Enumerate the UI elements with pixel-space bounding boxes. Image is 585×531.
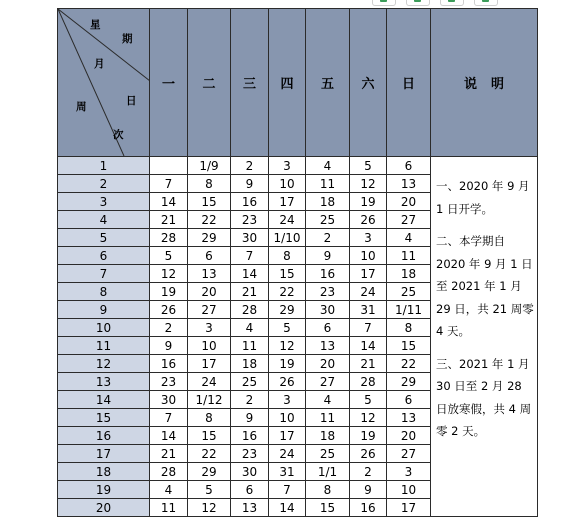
date-cell: 23 bbox=[231, 211, 269, 229]
date-cell: 12 bbox=[350, 175, 387, 193]
date-cell: 17 bbox=[350, 265, 387, 283]
date-cell: 13 bbox=[231, 499, 269, 517]
week-number-cell: 4 bbox=[58, 211, 150, 229]
date-cell: 3 bbox=[269, 157, 306, 175]
corner-label-ri: 日 bbox=[126, 95, 137, 107]
date-cell: 30 bbox=[306, 301, 350, 319]
date-cell: 13 bbox=[387, 409, 431, 427]
corner-label-xing: 星 bbox=[90, 19, 101, 31]
corner-label-zhou: 周 bbox=[76, 101, 87, 113]
date-cell: 19 bbox=[350, 193, 387, 211]
date-cell: 24 bbox=[269, 211, 306, 229]
date-cell: 9 bbox=[306, 247, 350, 265]
date-cell: 21 bbox=[150, 211, 188, 229]
week-number-cell: 5 bbox=[58, 229, 150, 247]
date-cell: 21 bbox=[350, 355, 387, 373]
date-cell: 17 bbox=[269, 193, 306, 211]
date-cell: 30 bbox=[231, 229, 269, 247]
date-cell: 16 bbox=[231, 427, 269, 445]
date-cell: 9 bbox=[150, 337, 188, 355]
week-number-cell: 8 bbox=[58, 283, 150, 301]
toolbar-icon-1[interactable] bbox=[372, 0, 396, 6]
date-cell: 24 bbox=[269, 445, 306, 463]
date-cell: 29 bbox=[188, 229, 231, 247]
week-number-cell: 9 bbox=[58, 301, 150, 319]
date-cell: 4 bbox=[306, 157, 350, 175]
date-cell: 20 bbox=[387, 427, 431, 445]
date-cell: 5 bbox=[350, 157, 387, 175]
date-cell: 14 bbox=[269, 499, 306, 517]
date-cell: 3 bbox=[269, 391, 306, 409]
date-cell: 19 bbox=[269, 355, 306, 373]
date-cell: 1/12 bbox=[188, 391, 231, 409]
date-cell: 26 bbox=[150, 301, 188, 319]
day-header-sat: 六 bbox=[350, 9, 387, 157]
date-cell: 9 bbox=[231, 409, 269, 427]
date-cell: 3 bbox=[188, 319, 231, 337]
date-cell: 28 bbox=[350, 373, 387, 391]
note-paragraph: 一、2020 年 9 月 1 日开学。 bbox=[436, 179, 530, 216]
date-cell: 5 bbox=[350, 391, 387, 409]
date-cell: 4 bbox=[306, 391, 350, 409]
date-cell: 12 bbox=[188, 499, 231, 517]
date-cell: 16 bbox=[350, 499, 387, 517]
date-cell: 13 bbox=[306, 337, 350, 355]
date-cell: 26 bbox=[350, 211, 387, 229]
date-cell: 4 bbox=[150, 481, 188, 499]
date-cell: 26 bbox=[350, 445, 387, 463]
day-header-sun: 日 bbox=[387, 9, 431, 157]
date-cell: 10 bbox=[350, 247, 387, 265]
note-paragraph: 三、2021 年 1 月 30 日至 2 月 28 日放寒假，共 4 周零 2 天。 bbox=[436, 356, 532, 438]
week-number-cell: 16 bbox=[58, 427, 150, 445]
toolbar-icon-3[interactable] bbox=[440, 0, 464, 6]
date-cell: 16 bbox=[306, 265, 350, 283]
date-cell: 27 bbox=[387, 211, 431, 229]
day-header-tue: 二 bbox=[188, 9, 231, 157]
calendar-body bbox=[58, 157, 538, 517]
date-cell: 31 bbox=[350, 301, 387, 319]
week-number-cell: 3 bbox=[58, 193, 150, 211]
date-cell: 14 bbox=[231, 265, 269, 283]
corner-header-cell bbox=[58, 9, 150, 157]
date-cell: 10 bbox=[269, 175, 306, 193]
date-cell: 20 bbox=[387, 193, 431, 211]
corner-label-ci: 次 bbox=[113, 129, 124, 141]
notes-header-a: 说 bbox=[463, 77, 477, 92]
date-cell: 27 bbox=[306, 373, 350, 391]
date-cell: 6 bbox=[231, 481, 269, 499]
school-calendar-table bbox=[57, 8, 538, 517]
date-cell: 17 bbox=[269, 427, 306, 445]
date-cell: 8 bbox=[188, 175, 231, 193]
date-cell: 14 bbox=[150, 427, 188, 445]
date-cell: 13 bbox=[188, 265, 231, 283]
date-cell: 20 bbox=[306, 355, 350, 373]
date-cell: 19 bbox=[350, 427, 387, 445]
date-cell: 6 bbox=[387, 391, 431, 409]
date-cell: 2 bbox=[231, 157, 269, 175]
date-cell: 24 bbox=[350, 283, 387, 301]
date-cell: 10 bbox=[387, 481, 431, 499]
date-cell: 27 bbox=[387, 445, 431, 463]
toolbar-icon-4[interactable] bbox=[474, 0, 498, 6]
corner-label-yue: 月 bbox=[94, 58, 105, 70]
date-cell: 9 bbox=[231, 175, 269, 193]
header-row bbox=[58, 9, 538, 157]
day-header-thu: 四 bbox=[269, 9, 306, 157]
date-cell: 5 bbox=[269, 319, 306, 337]
date-cell: 9 bbox=[350, 481, 387, 499]
date-cell: 15 bbox=[188, 427, 231, 445]
date-cell: 25 bbox=[387, 283, 431, 301]
date-cell: 5 bbox=[150, 247, 188, 265]
date-cell: 11 bbox=[150, 499, 188, 517]
date-cell: 31 bbox=[269, 463, 306, 481]
date-cell: 21 bbox=[150, 445, 188, 463]
date-cell: 8 bbox=[269, 247, 306, 265]
date-cell: 6 bbox=[188, 247, 231, 265]
date-cell: 28 bbox=[150, 463, 188, 481]
date-cell bbox=[150, 157, 188, 175]
date-cell: 11 bbox=[306, 175, 350, 193]
date-cell: 22 bbox=[188, 211, 231, 229]
date-cell: 12 bbox=[350, 409, 387, 427]
date-cell: 3 bbox=[387, 463, 431, 481]
date-cell: 23 bbox=[150, 373, 188, 391]
notes-header-b: 明 bbox=[491, 77, 505, 92]
date-cell: 29 bbox=[269, 301, 306, 319]
week-number-cell: 18 bbox=[58, 463, 150, 481]
date-cell: 1/9 bbox=[188, 157, 231, 175]
date-cell: 8 bbox=[387, 319, 431, 337]
date-cell: 15 bbox=[306, 499, 350, 517]
week-number-cell: 17 bbox=[58, 445, 150, 463]
date-cell: 4 bbox=[387, 229, 431, 247]
date-cell: 15 bbox=[269, 265, 306, 283]
date-cell: 28 bbox=[231, 301, 269, 319]
date-cell: 1/11 bbox=[387, 301, 431, 319]
date-cell: 25 bbox=[306, 211, 350, 229]
date-cell: 18 bbox=[231, 355, 269, 373]
date-cell: 14 bbox=[350, 337, 387, 355]
corner-diagonal-lines bbox=[58, 9, 150, 156]
date-cell: 22 bbox=[188, 445, 231, 463]
date-cell: 18 bbox=[387, 265, 431, 283]
week-number-cell: 2 bbox=[58, 175, 150, 193]
date-cell: 23 bbox=[306, 283, 350, 301]
date-cell: 2 bbox=[306, 229, 350, 247]
date-cell: 18 bbox=[306, 427, 350, 445]
date-cell: 11 bbox=[387, 247, 431, 265]
date-cell: 2 bbox=[231, 391, 269, 409]
date-cell: 24 bbox=[188, 373, 231, 391]
toolbar-icon-2[interactable] bbox=[406, 0, 430, 6]
day-header-mon: 一 bbox=[150, 9, 188, 157]
date-cell: 26 bbox=[269, 373, 306, 391]
date-cell: 2 bbox=[150, 319, 188, 337]
day-header-fri: 五 bbox=[306, 9, 350, 157]
week-number-cell: 20 bbox=[58, 499, 150, 517]
week-number-cell: 11 bbox=[58, 337, 150, 355]
week-number-cell: 15 bbox=[58, 409, 150, 427]
week-number-cell: 10 bbox=[58, 319, 150, 337]
date-cell: 13 bbox=[387, 175, 431, 193]
date-cell: 18 bbox=[306, 193, 350, 211]
week-number-cell: 1 bbox=[58, 157, 150, 175]
day-header-wed: 三 bbox=[231, 9, 269, 157]
date-cell: 1/10 bbox=[269, 229, 306, 247]
date-cell: 7 bbox=[269, 481, 306, 499]
top-toolbar bbox=[372, 0, 537, 6]
date-cell: 6 bbox=[306, 319, 350, 337]
date-cell: 10 bbox=[269, 409, 306, 427]
date-cell: 23 bbox=[231, 445, 269, 463]
date-cell: 2 bbox=[350, 463, 387, 481]
notes-header bbox=[431, 9, 538, 157]
date-cell: 11 bbox=[306, 409, 350, 427]
date-cell: 29 bbox=[387, 373, 431, 391]
week-number-cell: 19 bbox=[58, 481, 150, 499]
note-paragraph: 二、本学期自 2020 年 9 月 1 日至 2021 年 1 月 29 日，共 21 周零 4 天。 bbox=[436, 234, 534, 338]
date-cell: 28 bbox=[150, 229, 188, 247]
date-cell: 17 bbox=[387, 499, 431, 517]
date-cell: 15 bbox=[188, 193, 231, 211]
date-cell: 16 bbox=[231, 193, 269, 211]
date-cell: 19 bbox=[150, 283, 188, 301]
date-cell: 30 bbox=[150, 391, 188, 409]
date-cell: 8 bbox=[188, 409, 231, 427]
table-row bbox=[58, 157, 538, 175]
date-cell: 22 bbox=[269, 283, 306, 301]
week-number-cell: 13 bbox=[58, 373, 150, 391]
date-cell: 4 bbox=[231, 319, 269, 337]
date-cell: 8 bbox=[306, 481, 350, 499]
date-cell: 6 bbox=[387, 157, 431, 175]
date-cell: 15 bbox=[387, 337, 431, 355]
date-cell: 12 bbox=[269, 337, 306, 355]
date-cell: 25 bbox=[231, 373, 269, 391]
date-cell: 7 bbox=[150, 409, 188, 427]
date-cell: 30 bbox=[231, 463, 269, 481]
date-cell: 10 bbox=[188, 337, 231, 355]
week-number-cell: 12 bbox=[58, 355, 150, 373]
date-cell: 3 bbox=[350, 229, 387, 247]
date-cell: 7 bbox=[350, 319, 387, 337]
date-cell: 12 bbox=[150, 265, 188, 283]
date-cell: 21 bbox=[231, 283, 269, 301]
date-cell: 5 bbox=[188, 481, 231, 499]
date-cell: 25 bbox=[306, 445, 350, 463]
week-number-cell: 7 bbox=[58, 265, 150, 283]
date-cell: 7 bbox=[150, 175, 188, 193]
date-cell: 7 bbox=[231, 247, 269, 265]
week-number-cell: 14 bbox=[58, 391, 150, 409]
date-cell: 14 bbox=[150, 193, 188, 211]
date-cell: 22 bbox=[387, 355, 431, 373]
date-cell: 29 bbox=[188, 463, 231, 481]
notes-cell bbox=[431, 157, 538, 517]
date-cell: 20 bbox=[188, 283, 231, 301]
date-cell: 17 bbox=[188, 355, 231, 373]
date-cell: 11 bbox=[231, 337, 269, 355]
date-cell: 16 bbox=[150, 355, 188, 373]
corner-label-qi: 期 bbox=[122, 33, 133, 45]
date-cell: 1/1 bbox=[306, 463, 350, 481]
week-number-cell: 6 bbox=[58, 247, 150, 265]
date-cell: 27 bbox=[188, 301, 231, 319]
